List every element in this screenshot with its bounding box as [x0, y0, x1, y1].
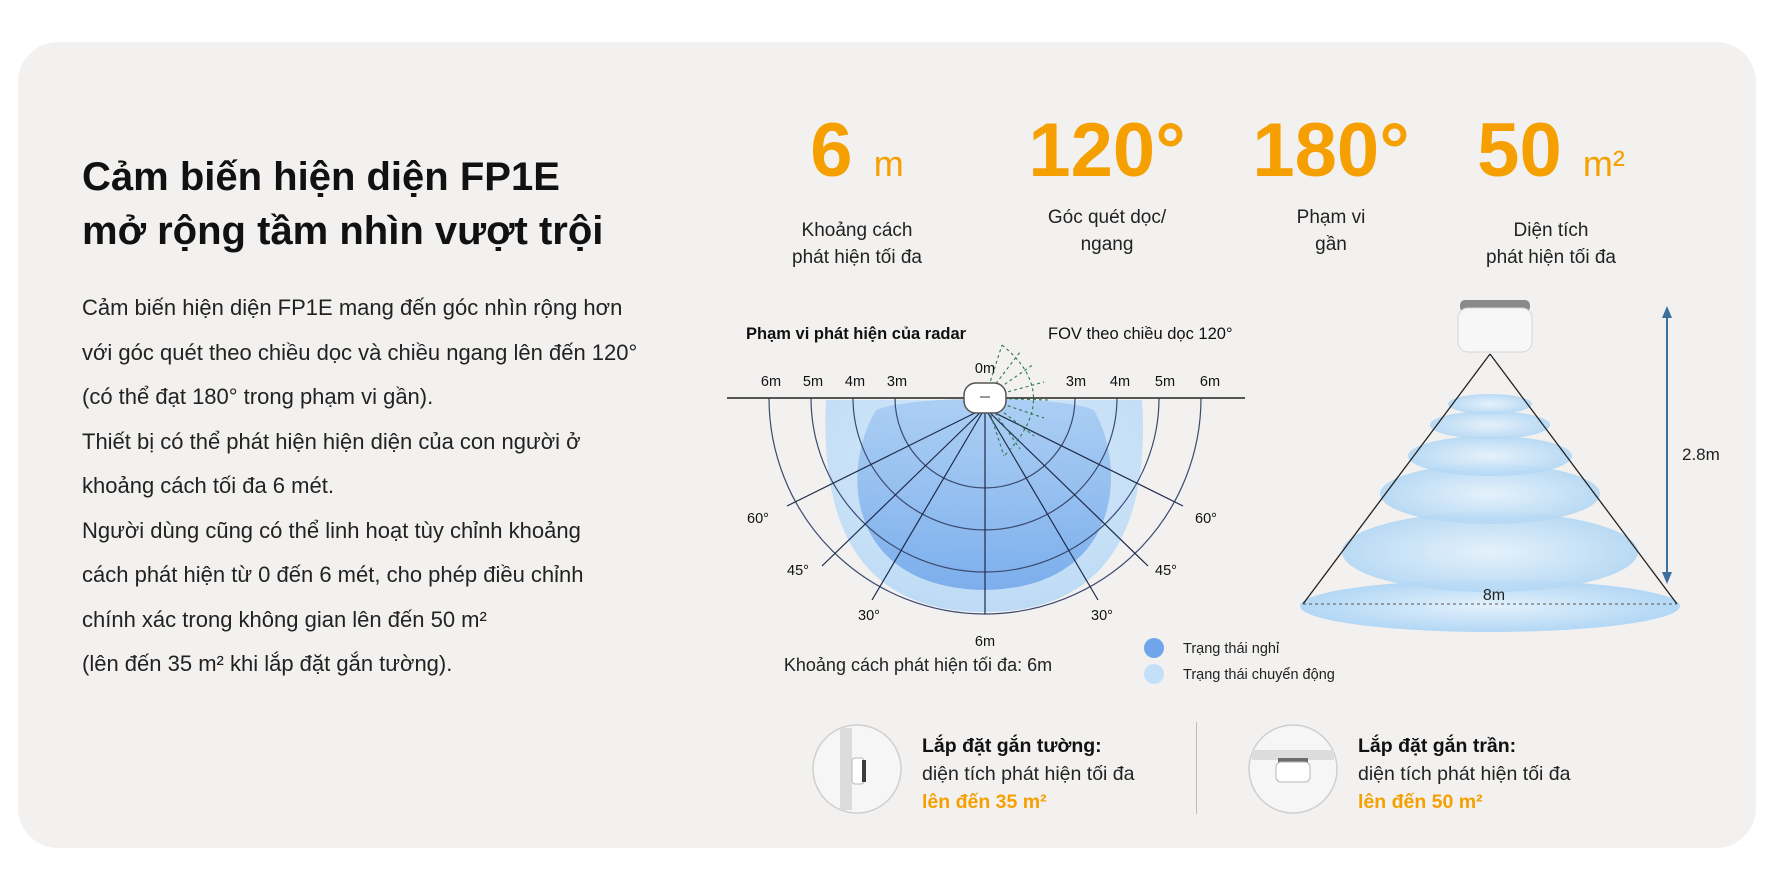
mount-desc: diện tích phát hiện tối đa: [1358, 763, 1571, 785]
description-line: (có thể đạt 180° trong phạm vi gần).: [82, 384, 434, 409]
angle-label-left-30: 30°: [858, 608, 880, 624]
mount-divider: [1196, 722, 1197, 814]
height-arrow: [1662, 306, 1672, 584]
description-line: với góc quét theo chiều dọc và chiều ngang lên đến 120°: [82, 339, 638, 365]
width-label: 8m: [1482, 587, 1506, 604]
radar-title: Phạm vi phát hiện của radar: [746, 325, 967, 343]
radar-sensor-icon: [964, 383, 1006, 413]
angle-label-right-45: 45°: [1155, 563, 1177, 579]
legend-rest-label: Trạng thái nghỉ: [1183, 641, 1280, 657]
mount-heading: Lắp đặt gắn trần:: [1358, 735, 1517, 757]
description-line: Cảm biến hiện diện FP1E mang đến góc nhìn rộng hơn: [82, 295, 623, 320]
left-range-label: 6m: [760, 374, 782, 390]
stat-caption: Phạm vi gần: [1296, 207, 1366, 255]
description-line: khoảng cách tối đa 6 mét.: [82, 473, 334, 498]
title-line-1: Cảm biến hiện diện FP1E: [82, 155, 560, 199]
wall-mount-icon: [812, 724, 902, 814]
description-line: (lên đến 35 m² khi lắp đặt gắn tường).: [82, 651, 453, 676]
title-line-2: mở rộng tầm nhìn vượt trội: [82, 209, 604, 253]
right-range-label: 3m: [1065, 374, 1087, 390]
mount-wall-text: [922, 732, 1135, 816]
right-range-label: 4m: [1109, 374, 1131, 390]
right-range-label: 5m: [1154, 374, 1176, 390]
right-range-label: 6m: [1199, 374, 1221, 390]
radar-caption: Khoảng cách phát hiện tối đa: 6m: [783, 655, 1053, 675]
ceiling-mount-icon: [1248, 724, 1338, 814]
stat-value: 6 m: [810, 108, 904, 193]
description-line: Người dùng cũng có thể linh hoạt tùy chỉnh khoảng: [82, 517, 581, 543]
stat-caption: Khoảng cách phát hiện tối đa: [792, 220, 922, 268]
angle-label-left-45: 45°: [787, 563, 809, 579]
stat-value: 180°: [1252, 108, 1410, 193]
stat-unit: m²: [1582, 143, 1625, 184]
stat-caption: Diện tích phát hiện tối đa: [1486, 220, 1616, 268]
legend-motion-label: Trạng thái chuyển động: [1183, 667, 1335, 683]
angle-label-right-60: 60°: [1195, 511, 1217, 527]
mount-value: lên đến 35 m²: [922, 791, 1047, 813]
stat-caption: Góc quét dọc/ ngang: [1047, 207, 1167, 255]
center-label: 0m: [974, 361, 996, 377]
mount-desc: diện tích phát hiện tối đa: [922, 763, 1135, 785]
mount-value: lên đến 50 m²: [1358, 791, 1483, 813]
left-range-label: 5m: [802, 374, 824, 390]
stat-value: 50 m²: [1477, 108, 1625, 193]
bottom-range-label: 6m: [974, 634, 996, 650]
fov-label: FOV theo chiều dọc 120°: [1048, 325, 1233, 343]
mount-ceiling-text: [1358, 732, 1571, 816]
stat-unit: m: [873, 143, 904, 184]
angle-label-right-30: 30°: [1091, 608, 1113, 624]
stat-value: 120°: [1028, 108, 1186, 193]
legend-rest-swatch: [1144, 638, 1164, 658]
left-range-label: 3m: [886, 374, 908, 390]
legend-motion-swatch: [1144, 664, 1164, 684]
description-line: cách phát hiện từ 0 đến 6 mét, cho phép điều chỉnh: [82, 562, 584, 587]
ceiling-sensor-icon: [1458, 300, 1532, 352]
description-line: chính xác trong không gian lên đến 50 m²: [82, 606, 487, 632]
left-range-label: 4m: [844, 374, 866, 390]
height-label: 2.8m: [1682, 445, 1720, 464]
mount-heading: Lắp đặt gắn tường:: [922, 735, 1102, 757]
description-line: Thiết bị có thể phát hiện hiện diện của con người ở: [82, 428, 581, 454]
angle-label-left-60: 60°: [747, 511, 769, 527]
